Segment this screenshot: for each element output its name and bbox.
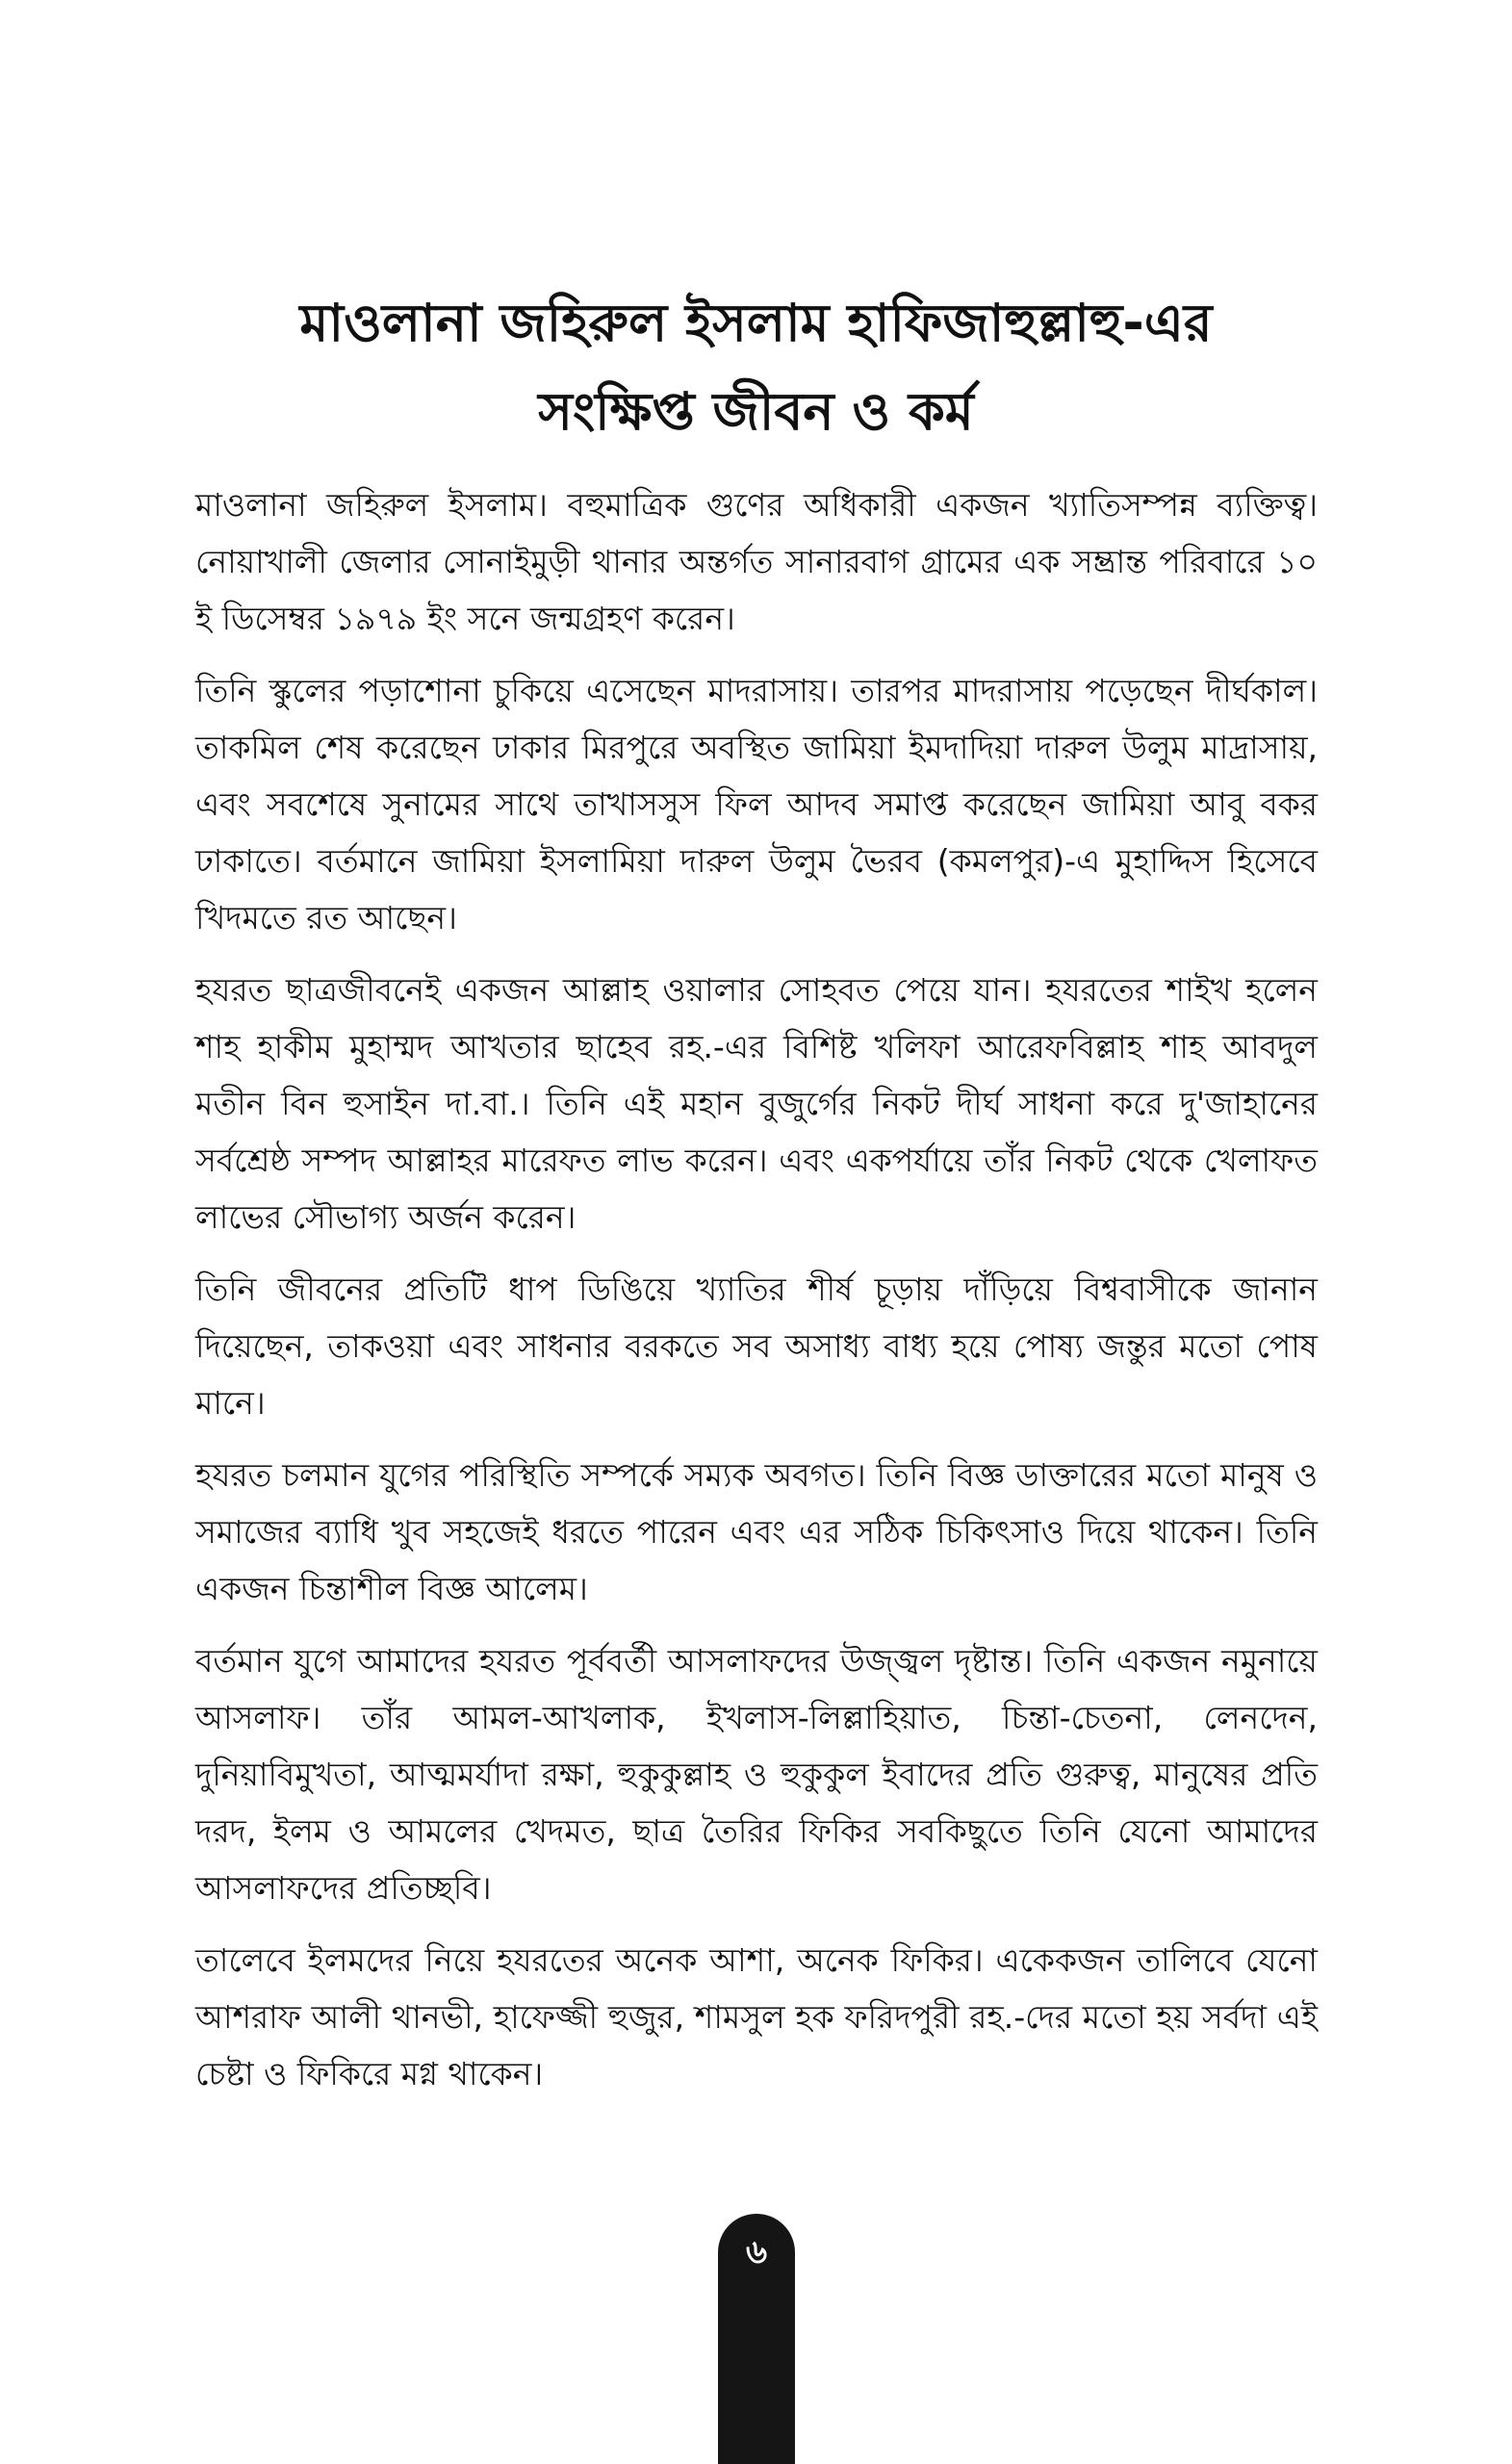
title-line-1: মাওলানা জহিরুল ইসলাম হাফিজাহুল্লাহু-এর — [299, 293, 1213, 353]
page-number: ৬ — [745, 2233, 768, 2272]
paragraph-2: তিনি স্কুলের পড়াশোনা চুকিয়ে এসেছেন মাদরাসায়। তারপর মাদরাসায় পড়েছেন দীর্ঘকাল। তাকমিল শেষ করেছেন ঢাকার মিরপুরে অবস্থিত জামিয়া ইমদাদিয়া দারুল উলুম মাদ্রাসায়, এবং সবশেষে সুনামের সাথে তাখাসসুস ফিল আদব সমাপ্ত করেছেন জামিয়া আবু বকর ঢাকাতে। বর্তমানে জামিয়া ইসলামিয়া দারুল উলুম ভৈরব (কমলপুর)-এ মুহাদ্দিস হিসেবে খিদমতে রত আছেন। — [195, 672, 1318, 937]
chapter-title — [144, 279, 1368, 456]
paragraph-4: তিনি জীবনের প্রতিটি ধাপ ডিঙিয়ে খ্যাতির শীর্ষ চূড়ায় দাঁড়িয়ে বিশ্ববাসীকে জানান দিয়েছেন, তাকওয়া এবং সাধনার বরকতে সব অসাধ্য বাধ্য হয়ে পোষ্য জন্তুর মতো পোষ মানে। — [195, 1270, 1318, 1422]
paragraph-5: হযরত চলমান যুগের পরিস্থিতি সম্পর্কে সম্যক অবগত। তিনি বিজ্ঞ ডাক্তারের মতো মানুষ ও সমাজের ব্যাধি খুব সহজেই ধরতে পারেন এবং এর সঠিক চিকিৎসাও দিয়ে থাকেন। তিনি একজন চিন্তাশীল বিজ্ঞ আলেম। — [195, 1456, 1318, 1607]
paragraph-7: তালেবে ইলমদের নিয়ে হযরতের অনেক আশা, অনেক ফিকির। একেকজন তালিবে যেনো আশরাফ আলী থানভী, হাফেজ্জী হুজুর, শামসুল হক ফরিদপুরী রহ.-দের মতো হয় সর্বদা এই চেষ্টা ও ফিকিরে মগ্ন থাকেন। — [195, 1941, 1318, 2092]
paragraph-1: মাওলানা জহিরুল ইসলাম। বহুমাত্রিক গুণের অধিকারী একজন খ্যাতিসম্পন্ন ব্যক্তিত্ব। নোয়াখালী জেলার সোনাইমুড়ী থানার অন্তর্গত সানারবাগ গ্রামের এক সম্ভ্রান্ত পরিবারে ১০ ই ডিসেম্বর ১৯৭৯ ইং সনে জন্মগ্রহণ করেন। — [195, 486, 1318, 637]
paragraph-6: বর্তমান যুগে আমাদের হযরত পূর্ববর্তী আসলাফদের উজ্জ্বল দৃষ্টান্ত। তিনি একজন নমুনায়ে আসলাফ। তাঁর আমল-আখলাক, ইখলাস-লিল্লাহিয়াত, চিন্তা-চেতনা, লেনদেন, দুনিয়াবিমুখতা, আত্মমর্যাদা রক্ষা, হুকুকুল্লাহ ও হুকুকুল ইবাদের প্রতি গুরুত্ব, মানুষের প্রতি দরদ, ইলম ও আমলের খেদমত, ছাত্র তৈরির ফিকির সবকিছুতে তিনি যেনো আমাদের আসলাফদের প্রতিচ্ছবি। — [195, 1642, 1318, 1907]
paragraph-3: হযরত ছাত্রজীবনেই একজন আল্লাহ ওয়ালার সোহবত পেয়ে যান। হযরতের শাইখ হলেন শাহ হাকীম মুহাম্মদ আখতার ছাহেব রহ.-এর বিশিষ্ট খলিফা আরেফবিল্লাহ শাহ আবদুল মতীন বিন হুসাইন দা.বা.। তিনি এই মহান বুজুর্গের নিকট দীর্ঘ সাধনা করে দু'জাহানের সর্বশ্রেষ্ঠ সম্পদ আল্লাহর মারেফত লাভ করেন। এবং একপর্যায়ে তাঁর নিকট থেকে খেলাফত লাভের সৌভাগ্য অর্জন করেন। — [195, 971, 1318, 1236]
page-number-tab — [718, 2214, 795, 2464]
title-line-2: সংক্ষিপ্ত জীবন ও কর্ম — [538, 381, 974, 442]
body-text — [195, 476, 1318, 2118]
